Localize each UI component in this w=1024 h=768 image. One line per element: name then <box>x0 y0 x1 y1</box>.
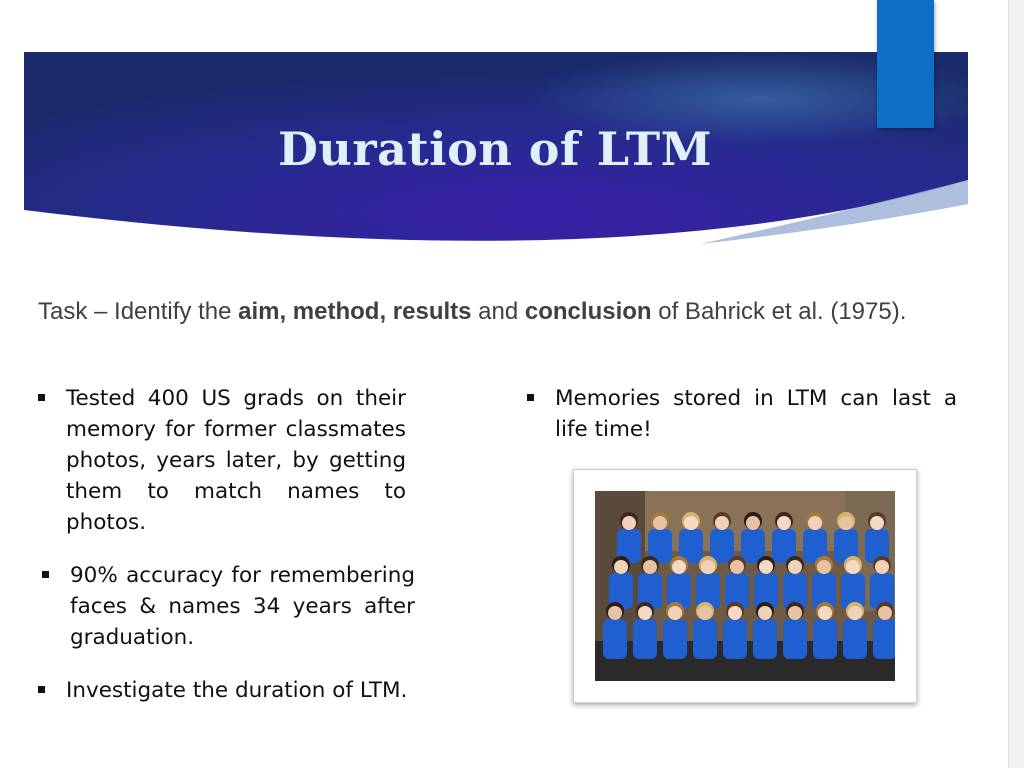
bullet-text: Memories stored in LTM can last a life time! <box>555 386 957 442</box>
bullet-results <box>70 560 415 653</box>
bullet-aim <box>66 675 426 706</box>
square-bullet-icon <box>38 394 45 401</box>
accent-tab <box>877 0 934 128</box>
bullet-text: 90% accuracy for remembering faces & names 34 years after graduation. <box>70 563 415 650</box>
right-edge <box>1008 0 1024 768</box>
task-suffix: of Bahrick et al. (1975). <box>651 298 907 325</box>
bullet-text: Investigate the duration of LTM. <box>66 678 408 703</box>
square-bullet-icon <box>38 686 45 693</box>
class-photo <box>595 491 895 681</box>
square-bullet-icon <box>42 571 49 578</box>
task-prefix: Task – Identify the <box>38 298 239 325</box>
class-photo-frame <box>573 469 917 703</box>
square-bullet-icon <box>527 394 534 401</box>
bullet-conclusion <box>555 383 957 445</box>
task-text <box>38 295 958 329</box>
task-aim-method-results: aim, method, results <box>238 298 472 325</box>
task-conclusion: conclusion <box>524 298 652 325</box>
task-and: and <box>471 298 525 325</box>
bullet-text: Tested 400 US grads on their memory for former classmates photos, years later, by getting them to match names to photos. <box>66 386 406 535</box>
bullet-method <box>66 383 406 538</box>
slide-title: Duration of LTM <box>278 122 712 176</box>
